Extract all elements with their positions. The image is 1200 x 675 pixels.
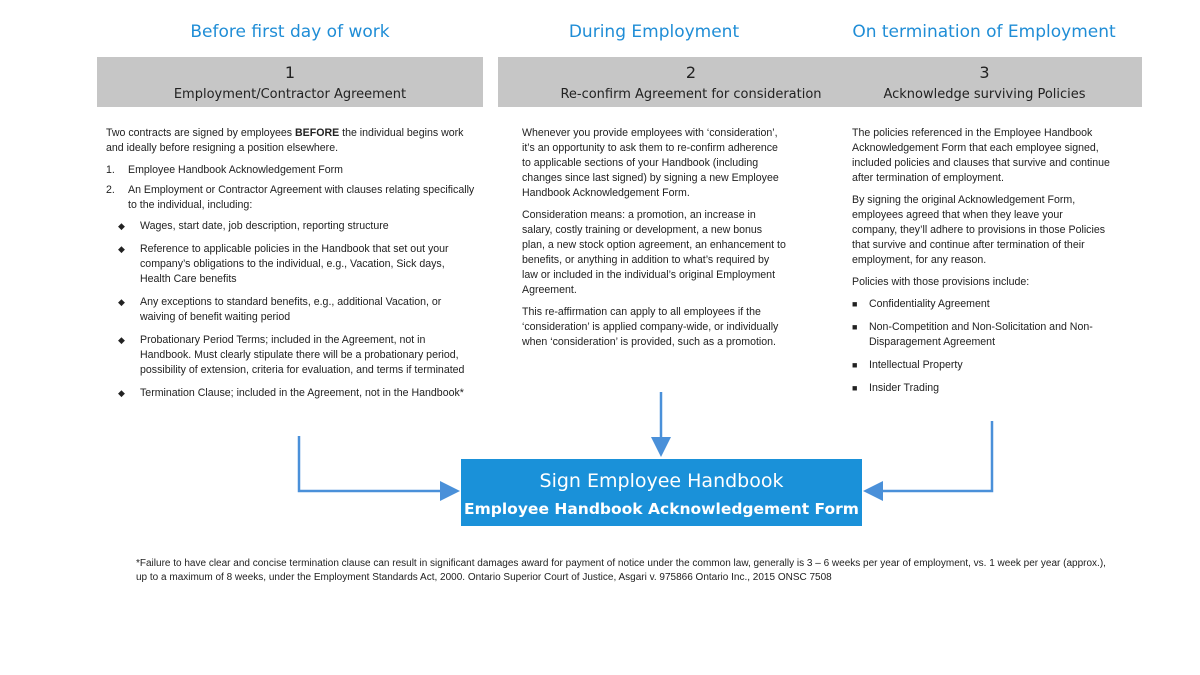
arrow-left bbox=[299, 436, 455, 491]
bullet-icon: ◆ bbox=[118, 335, 125, 345]
step-title: Acknowledge surviving Policies bbox=[883, 87, 1086, 102]
list-number: 2. bbox=[106, 184, 115, 196]
intro-text: Two contracts are signed by employees bbox=[106, 127, 296, 139]
list-item-text: An Employment or Contractor Agreement with clauses relating specifically to the individual, including: bbox=[128, 184, 475, 211]
step-number: 2 bbox=[685, 63, 697, 82]
intro-text-end: the individual begins work and ideally before resigning a position elsewhere. bbox=[106, 127, 464, 154]
sign-handbook-box bbox=[461, 459, 862, 526]
bullet-icon: ■ bbox=[852, 383, 858, 393]
list-number: 1. bbox=[106, 164, 115, 176]
bullet-text: Termination Clause; included in the Agreement, not in the Handbook* bbox=[140, 387, 464, 399]
bullet-text: Non-Competition and Non-Solicitation and Non-Disparagement Agreement bbox=[869, 321, 1093, 348]
bullet-text: Wages, start date, job description, reporting structure bbox=[140, 220, 389, 232]
bullet-text: Insider Trading bbox=[869, 382, 940, 394]
bullet-text: Any exceptions to standard benefits, e.g., additional Vacation, or waiving of benefit waiting period bbox=[140, 296, 442, 323]
bullet-icon: ■ bbox=[852, 360, 858, 370]
list-item-text: Employee Handbook Acknowledgement Form bbox=[128, 164, 343, 176]
bullet-icon: ◆ bbox=[118, 388, 125, 398]
phase-label-termination: On termination of Employment bbox=[852, 22, 1116, 42]
bullet-text: Confidentiality Agreement bbox=[869, 298, 990, 310]
intro-bold: BEFORE bbox=[295, 127, 340, 139]
phase-label-before: Before first day of work bbox=[190, 22, 390, 42]
bullet-icon: ◆ bbox=[118, 221, 125, 231]
sign-subtitle: Employee Handbook Acknowledgement Form bbox=[464, 500, 859, 518]
step-number: 1 bbox=[284, 63, 296, 82]
arrow-right bbox=[868, 421, 992, 491]
bullet-icon: ◆ bbox=[118, 244, 125, 254]
footnote: *Failure to have clear and concise termination clause can result in significant damages award for payment of notice under the common law, generally is 3 – 6 weeks per year of employment, vs. 1 week per year (approx.), up to a maximum of 8 weeks, under the Employment Standards Act, 2000. Ontario Superior Court of Justice, Asgari v. 975866 Ontario Inc., 2015 ONSC 7508 bbox=[136, 558, 1106, 583]
paragraph: This re-affirmation can apply to all employees if the ‘consideration’ is applied company-wide, or individually when ‘consideration’ is provided, such as a promotion. bbox=[522, 306, 779, 348]
bullet-icon: ◆ bbox=[118, 297, 125, 307]
phase-label-during: During Employment bbox=[568, 22, 740, 42]
bullet-icon: ■ bbox=[852, 322, 858, 332]
bullet-text: Reference to applicable policies in the Handbook that set out your company’s obligations to the individual, e.g., Vacation, Sick days, Health Care benefits bbox=[140, 243, 449, 285]
bullet-text: Probationary Period Terms; included in the Agreement, not in Handbook. Must clearly stipulate there will be a probationary period, possibility of extension, criteria for evaluation, and terms if terminated bbox=[140, 334, 465, 376]
step-number: 3 bbox=[979, 63, 990, 82]
sign-title: Sign Employee Handbook bbox=[539, 470, 784, 492]
paragraph: Policies with those provisions include: bbox=[852, 276, 1030, 288]
step-title: Employment/Contractor Agreement bbox=[173, 87, 407, 102]
paragraph: The policies referenced in the Employee Handbook Acknowledgement Form that each employee signed, included policies and clauses that survive and continue after termination of employment. bbox=[852, 127, 1110, 184]
paragraph: Whenever you provide employees with ‘consideration’, it’s an opportunity to ask them to re-confirm adherence to applicable sections of your Handbook (including changes since last signed) by signing a new Employee Handbook Acknowledgement Form. bbox=[522, 127, 779, 199]
step-title: Re-confirm Agreement for consideration bbox=[560, 87, 822, 102]
paragraph: Consideration means: a promotion, an increase in salary, costly training or development, a new bonus plan, a new stock option agreement, an enhancement to benefits, or anything in addition to what’s required by law or included in the individual’s original Employment Agreement. bbox=[522, 209, 786, 296]
bullet-icon: ■ bbox=[852, 299, 858, 309]
paragraph: By signing the original Acknowledgement Form, employees agreed that when they leave your company, they’ll adhere to provisions in those Policies that survive and continue after termination of their employment, for any reason. bbox=[852, 194, 1106, 266]
bullet-text: Intellectual Property bbox=[869, 359, 963, 371]
